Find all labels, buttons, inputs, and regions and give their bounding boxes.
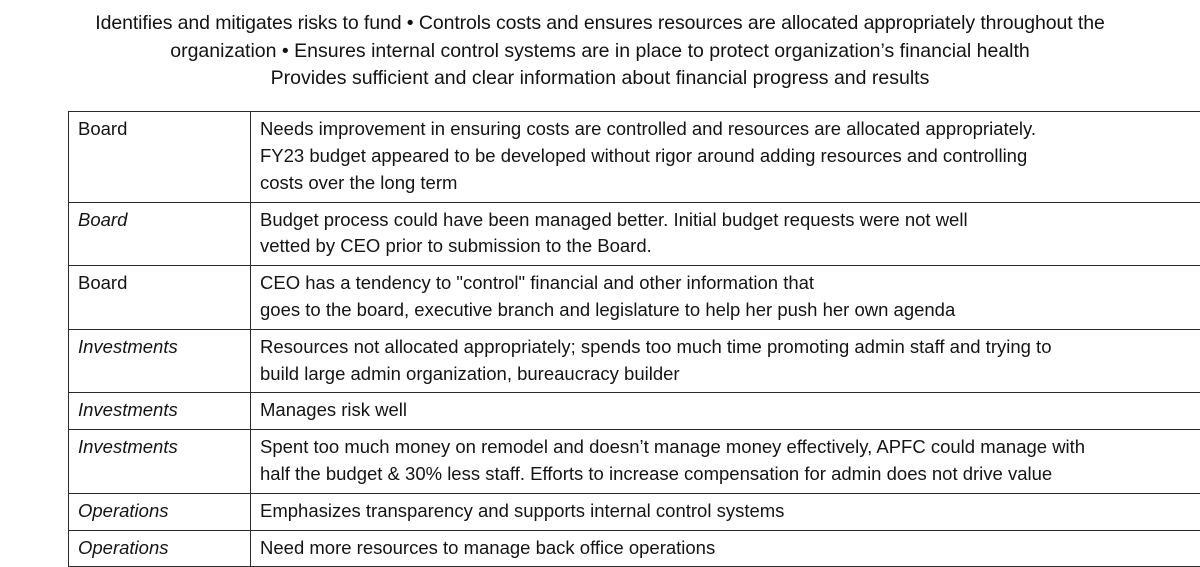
row-group-cell: Investments [69,329,251,393]
table-row [69,493,1200,530]
row-comment-cell [251,393,1200,430]
comment-line: vetted by CEO prior to submission to the Board. [260,233,1200,260]
row-comment-cell [251,202,1200,266]
comment-line: Need more resources to manage back office operations [260,535,1200,562]
table-row [69,430,1200,494]
row-comment-cell [251,493,1200,530]
row-group-cell: Investments [69,430,251,494]
intro-paragraph [0,0,1200,93]
comment-line: CEO has a tendency to "control" financial and other information that [260,270,1200,297]
row-comment-cell [251,530,1200,567]
row-group-cell: Board [69,112,251,202]
feedback-table [68,111,1200,567]
comment-line: Manages risk well [260,397,1200,424]
comment-line: goes to the board, executive branch and legislature to help her push her own agenda [260,297,1200,324]
row-comment-cell [251,112,1200,202]
row-comment-cell [251,266,1200,330]
row-comment-cell [251,329,1200,393]
table-row [69,393,1200,430]
row-group-cell: Operations [69,530,251,567]
intro-line: Provides sufficient and clear information about financial progress and results [60,65,1140,93]
table-row [69,530,1200,567]
feedback-table-body [69,112,1200,567]
row-comment-cell [251,430,1200,494]
comment-line: half the budget & 30% less staff. Efforts to increase compensation for admin does not drive value [260,461,1200,488]
comment-line: Emphasizes transparency and supports internal control systems [260,498,1200,525]
comment-line: costs over the long term [260,170,1200,197]
comment-line: Spent too much money on remodel and doesn’t manage money effectively, APFC could manage with [260,434,1200,461]
table-row [69,112,1200,202]
comment-line: Budget process could have been managed better. Initial budget requests were not well [260,207,1200,234]
row-group-cell: Operations [69,493,251,530]
comment-line: Resources not allocated appropriately; spends too much time promoting admin staff and trying to [260,334,1200,361]
table-row [69,202,1200,266]
feedback-table-wrapper [68,111,1182,567]
row-group-cell: Board [69,266,251,330]
intro-line: organization • Ensures internal control systems are in place to protect organization’s financial health [60,38,1140,66]
comment-line: build large admin organization, bureaucracy builder [260,361,1200,388]
comment-line: Needs improvement in ensuring costs are controlled and resources are allocated appropriately. [260,116,1200,143]
intro-line: Identifies and mitigates risks to fund • Controls costs and ensures resources are allocated appropriately throughout the [60,10,1140,38]
table-row [69,266,1200,330]
row-group-cell: Board [69,202,251,266]
row-group-cell: Investments [69,393,251,430]
table-row [69,329,1200,393]
comment-line: FY23 budget appeared to be developed without rigor around adding resources and controlling [260,143,1200,170]
